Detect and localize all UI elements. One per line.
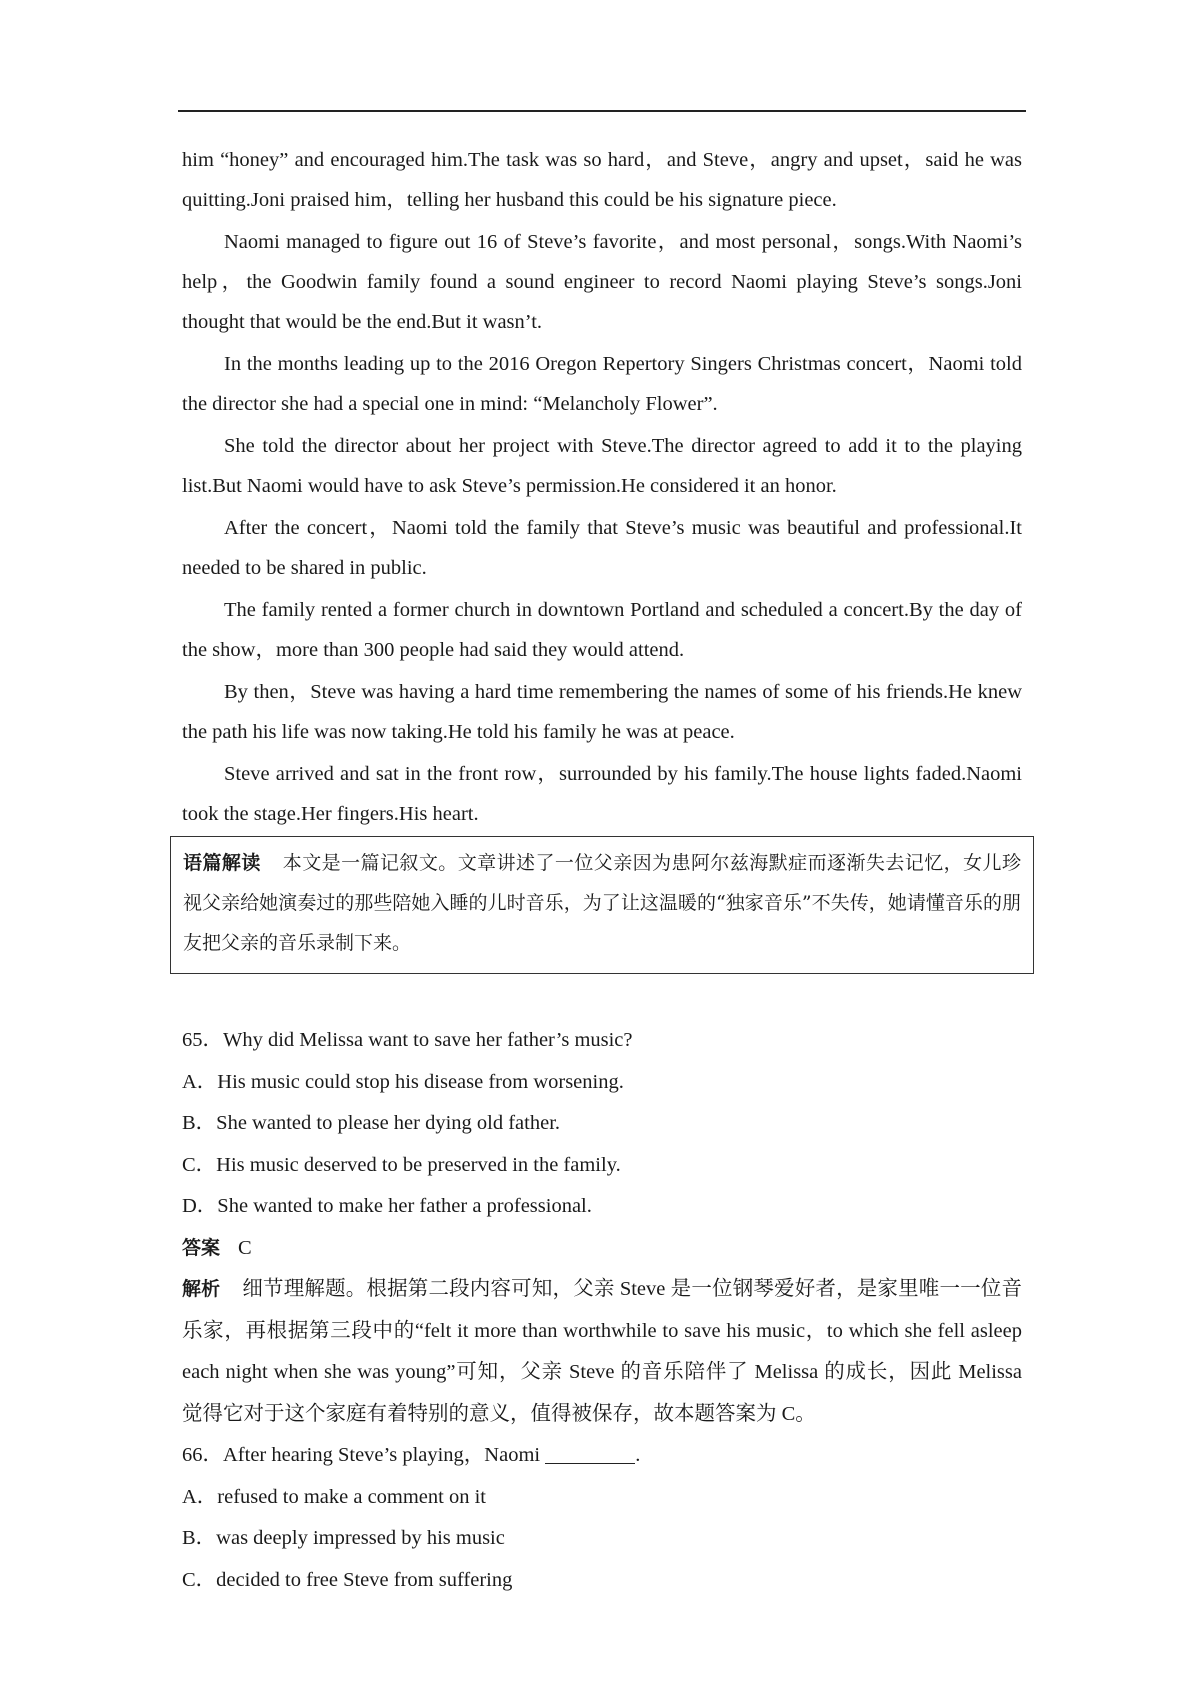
summary-label: 语篇解读 (183, 852, 261, 874)
analysis-text: 细节理解题。根据第二段内容可知，父亲 Steve 是一位钢琴爱好者，是家里唯一一位音乐家，再根据第三段中的“felt it more than worthwhile to save his music，to which she fell asleep each night when she was young”可知，父亲 Steve 的音乐陪伴了 Melissa 的成长，因此 Melissa 觉得它对于这个家庭有着特别的意义，值得被保存，故本题答案为 C。 (182, 1278, 1022, 1425)
option-a: A．His music could stop his disease from worsening. (182, 1070, 624, 1093)
passage-paragraph: The family rented a former church in downtown Portland and scheduled a concert.By the day of the show，more than 300 people had said they would attend. (182, 599, 1022, 661)
question-66 (182, 1435, 1022, 1477)
option-c: C．His music deserved to be preserved in the family. (182, 1153, 621, 1176)
passage-paragraph: After the concert，Naomi told the family that Steve’s music was beautiful and professional.It needed to be shared in public. (182, 517, 1022, 579)
summary-box (170, 836, 1034, 974)
summary-text: 本文是一篇记叙文。文章讲述了一位父亲因为患阿尔兹海默症而逐渐失去记忆，女儿珍视父亲给她演奏过的那些陪她入睡的儿时音乐，为了让这温暖的“独家音乐”不失传，她请懂音乐的朋友把父亲的音乐录制下来。 (183, 852, 1021, 954)
passage-paragraph: Steve arrived and sat in the front row，surrounded by his family.The house lights faded.Naomi took the stage.Her fingers.His heart. (182, 763, 1022, 825)
analysis-paragraph (182, 1269, 1022, 1435)
option-b: B．was deeply impressed by his music (182, 1527, 505, 1549)
option-c: C．decided to free Steve from suffering (182, 1568, 513, 1591)
header-rule (178, 110, 1026, 112)
page-content (182, 140, 1022, 1601)
spacer (182, 992, 1022, 1020)
analysis-label: 解析 (182, 1278, 221, 1300)
question-65: 65．Why did Melissa want to save her father’s music? (182, 1029, 633, 1051)
passage-paragraph: Naomi managed to figure out 16 of Steve’s favorite，and most personal，songs.With Naomi’s help，the Goodwin family found a sound engineer to record Naomi playing Steve’s songs.Joni thought that would be the end.But it wasn’t. (182, 231, 1022, 333)
answer-value: C (238, 1236, 252, 1259)
question-66-text: 66．After hearing Steve’s playing，Naomi (182, 1444, 546, 1466)
passage-paragraph: In the months leading up to the 2016 Oregon Repertory Singers Christmas concert，Naomi told the director she had a special one in mind: “Melancholy Flower”. (182, 353, 1022, 415)
option-b: B．She wanted to please her dying old father. (182, 1112, 561, 1134)
passage-paragraph: She told the director about her project with Steve.The director agreed to add it to the playing list.But Naomi would have to ask Steve’s permission.He considered it an honor. (182, 435, 1022, 497)
answer-line (182, 1228, 1022, 1270)
answer-label: 答案 (182, 1236, 221, 1259)
question-66-end: . (635, 1444, 641, 1466)
option-a: A．refused to make a comment on it (182, 1485, 486, 1508)
passage-paragraph: him “honey” and encouraged him.The task was so hard，and Steve，angry and upset，said he was quitting.Joni praised him，telling her husband this could be his signature piece. (182, 149, 1022, 211)
answer-blank (545, 1443, 635, 1464)
option-d: D．She wanted to make her father a professional. (182, 1195, 592, 1217)
passage-paragraph: By then，Steve was having a hard time remembering the names of some of his friends.He knew the path his life was now taking.He told his family he was at peace. (182, 681, 1022, 743)
